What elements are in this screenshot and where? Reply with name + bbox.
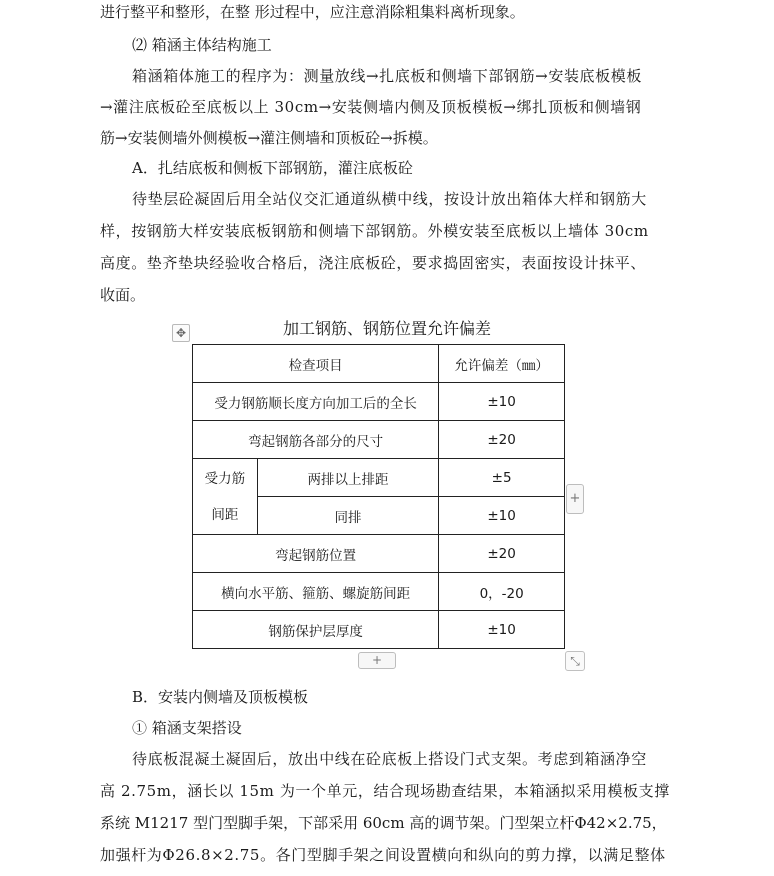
section-heading-box-culvert: ⑵ 箱涵主体结构施工 [132, 36, 272, 54]
paragraph-line: 高度。垫齐垫块经验收合格后，浇注底板砼，要求捣固密实，表面按设计抹平、 [100, 254, 647, 272]
table-cell-tolerance[interactable]: ±20 [439, 535, 565, 573]
table-row [193, 383, 565, 421]
table-header-row [193, 345, 565, 383]
table-caption: 加工钢筋、钢筋位置允许偏差 [282, 319, 491, 338]
table-cell-tolerance[interactable]: ±10 [439, 383, 565, 421]
table-row [193, 421, 565, 459]
table-row [193, 535, 565, 573]
paragraph-line: 箱涵箱体施工的程序为：测量放线→扎底板和侧墙下部钢筋→安装底板模板 [132, 67, 642, 85]
table-move-handle-icon[interactable]: ✥ [172, 324, 190, 342]
table-cell-tolerance[interactable]: 0，-20 [439, 573, 565, 611]
table-cell-item[interactable]: 受力钢筋顺长度方向加工后的全长 [193, 383, 439, 421]
table-cell-item[interactable]: 同排 [257, 497, 438, 535]
table-row [193, 573, 565, 611]
table-resize-icon[interactable]: ⤡ [565, 651, 585, 671]
paragraph-line: 待底板混凝土凝固后，放出中线在砼底板上搭设门式支架。考虑到箱涵净空 [132, 750, 647, 768]
table-cell-item[interactable]: 两排以上排距 [257, 459, 438, 497]
paragraph-line: 加强杆为Φ26.8×2.75。各门型脚手架之间设置横向和纵向的剪力撑，以满足整体 [100, 846, 666, 864]
tolerance-table [192, 344, 565, 649]
subheading-a: A．扎结底板和侧板下部钢筋，灌注底板砼 [132, 159, 413, 177]
add-row-button[interactable]: + [358, 652, 396, 669]
paragraph-line: 样，按钢筋大样安装底板钢筋和侧墙下部钢筋。外模安装至底板以上墙体 30cm [100, 222, 649, 240]
group-label-line1: 受力筋 [204, 470, 246, 487]
table-cell-tolerance[interactable]: ±20 [439, 421, 565, 459]
header-cell-item[interactable]: 检查项目 [193, 345, 439, 383]
table-cell-item[interactable]: 弯起钢筋各部分的尺寸 [193, 421, 439, 459]
table-row [193, 611, 565, 649]
table-cell-tolerance[interactable]: ±5 [439, 459, 565, 497]
table-cell-item[interactable]: 钢筋保护层厚度 [193, 611, 439, 649]
subheading-b1: ① 箱涵支架搭设 [132, 719, 242, 737]
table-cell-item[interactable]: 横向水平筋、箍筋、螺旋筋间距 [193, 573, 439, 611]
add-column-button[interactable]: + [566, 484, 584, 514]
subheading-b: B．安装内侧墙及顶板模板 [132, 688, 309, 706]
table-cell-tolerance[interactable]: ±10 [439, 497, 565, 535]
table-cell-tolerance[interactable]: ±10 [439, 611, 565, 649]
table-row [193, 459, 565, 497]
paragraph-line: 待垫层砼凝固后用全站仪交汇通道纵横中线，按设计放出箱体大样和钢筋大 [132, 190, 647, 208]
header-cell-tolerance[interactable]: 允许偏差（㎜） [439, 345, 565, 383]
table-cell-group-spacing[interactable] [193, 459, 258, 535]
paragraph-line: 进行整平和整形，在整 形过程中，应注意消除粗集料离析现象。 [100, 3, 525, 21]
paragraph-line: 高 2.75m，涵长以 15m 为一个单元，结合现场勘查结果，本箱涵拟采用模板支撑 [100, 782, 670, 800]
paragraph-line: 系统 M1217 型门型脚手架，下部采用 60cm 高的调节架。门型架立杆Φ42×2.75， [100, 814, 667, 832]
paragraph-line: →灌注底板砼至底板以上 30cm→安装侧墙内侧及顶板模板→绑扎顶板和侧墙钢 [100, 98, 642, 116]
paragraph-line: 筋→安装侧墙外侧模板→灌注侧墙和顶板砼→拆模。 [100, 129, 438, 147]
paragraph-line: 收面。 [100, 286, 146, 304]
table-cell-item[interactable]: 弯起钢筋位置 [193, 535, 439, 573]
group-label-line2: 间距 [211, 506, 239, 523]
